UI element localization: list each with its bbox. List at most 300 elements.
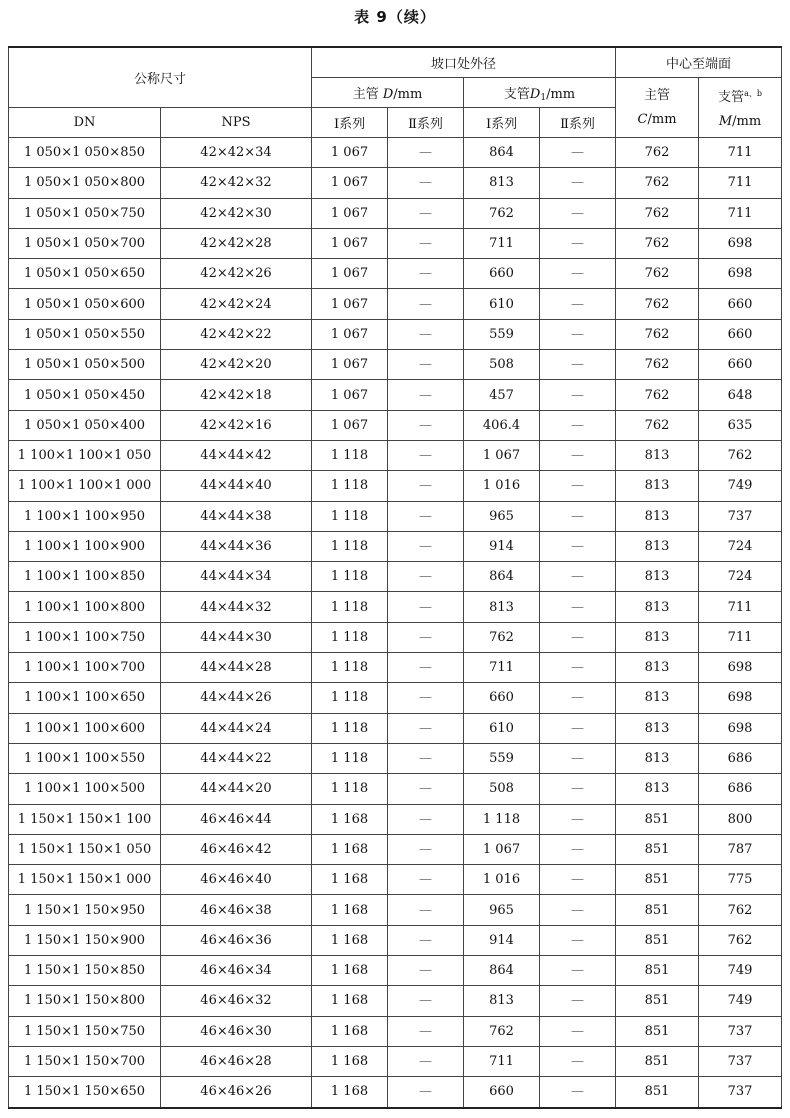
nps-cell: 42×42×24 [161, 289, 312, 319]
branch-od-series2-cell: — [540, 1016, 616, 1046]
run-od-series1-cell: 1 067 [312, 138, 388, 168]
nps-cell: 44×44×28 [161, 653, 312, 683]
center-to-end-c-cell: 813 [616, 743, 699, 773]
dn-cell: 1 050×1 050×650 [9, 259, 161, 289]
center-to-end-m-cell: 711 [699, 198, 782, 228]
nps-cell: 44×44×24 [161, 713, 312, 743]
branch-od-series1-cell: 762 [464, 622, 540, 652]
dn-cell: 1 050×1 050×850 [9, 138, 161, 168]
center-to-end-c-cell: 762 [616, 228, 699, 258]
branch-od-series2-cell: — [540, 774, 616, 804]
run-od-series1-cell: 1 168 [312, 895, 388, 925]
nps-cell: 42×42×28 [161, 228, 312, 258]
run-od-series2-cell: — [388, 501, 464, 531]
nps-cell: 44×44×34 [161, 562, 312, 592]
table-row [9, 986, 782, 1016]
dn-cell: 1 150×1 150×1 100 [9, 804, 161, 834]
nps-cell: 46×46×40 [161, 865, 312, 895]
center-to-end-m-cell: 762 [699, 925, 782, 955]
table-row [9, 653, 782, 683]
branch-od-series1-cell: 406.4 [464, 410, 540, 440]
nps-cell: 46×46×36 [161, 925, 312, 955]
center-to-end-c-cell: 813 [616, 562, 699, 592]
nps-cell: 46×46×44 [161, 804, 312, 834]
center-to-end-m-cell: 737 [699, 1016, 782, 1046]
nps-cell: 44×44×26 [161, 683, 312, 713]
header-branch-series1: Ⅰ系列 [464, 108, 540, 138]
center-to-end-m-cell: 711 [699, 592, 782, 622]
center-to-end-c-cell: 762 [616, 410, 699, 440]
center-to-end-c-cell: 813 [616, 471, 699, 501]
branch-od-series1-cell: 762 [464, 198, 540, 228]
center-to-end-m-cell: 698 [699, 653, 782, 683]
run-od-series2-cell: — [388, 319, 464, 349]
center-to-end-m-cell: 660 [699, 289, 782, 319]
branch-od-series2-cell: — [540, 198, 616, 228]
center-to-end-m-cell: 698 [699, 713, 782, 743]
branch-od-series1-cell: 660 [464, 683, 540, 713]
table-row [9, 289, 782, 319]
run-od-series2-cell: — [388, 471, 464, 501]
branch-od-series1-cell: 711 [464, 1046, 540, 1076]
branch-od-series1-cell: 864 [464, 956, 540, 986]
branch-od-series1-cell: 610 [464, 289, 540, 319]
branch-od-series1-cell: 559 [464, 743, 540, 773]
center-to-end-c-cell: 851 [616, 986, 699, 1016]
table-row [9, 471, 782, 501]
nps-cell: 42×42×32 [161, 168, 312, 198]
branch-od-series1-cell: 508 [464, 350, 540, 380]
branch-od-series1-cell: 914 [464, 925, 540, 955]
table-caption: 表 9（续） [354, 8, 436, 26]
nps-cell: 46×46×34 [161, 956, 312, 986]
table-row [9, 895, 782, 925]
dn-cell: 1 050×1 050×400 [9, 410, 161, 440]
run-od-series1-cell: 1 168 [312, 865, 388, 895]
table-row [9, 1077, 782, 1108]
run-od-series2-cell: — [388, 289, 464, 319]
run-od-series1-cell: 1 168 [312, 986, 388, 1016]
dn-cell: 1 050×1 050×800 [9, 168, 161, 198]
header-nominal-size: 公称尺寸 [9, 47, 312, 108]
table-row [9, 683, 782, 713]
table-row [9, 774, 782, 804]
center-to-end-m-cell: 775 [699, 865, 782, 895]
nps-cell: 44×44×38 [161, 501, 312, 531]
center-to-end-m-cell: 737 [699, 501, 782, 531]
branch-od-series1-cell: 965 [464, 501, 540, 531]
dn-cell: 1 150×1 150×800 [9, 986, 161, 1016]
nps-cell: 42×42×26 [161, 259, 312, 289]
center-to-end-m-cell: 762 [699, 895, 782, 925]
dimension-table [8, 46, 782, 1109]
branch-od-series2-cell: — [540, 895, 616, 925]
dn-cell: 1 100×1 100×550 [9, 743, 161, 773]
dn-cell: 1 100×1 100×850 [9, 562, 161, 592]
run-od-series2-cell: — [388, 410, 464, 440]
run-od-series2-cell: — [388, 895, 464, 925]
header-dn: DN [9, 108, 161, 138]
table-row [9, 440, 782, 470]
center-to-end-c-cell: 851 [616, 865, 699, 895]
branch-od-series2-cell: — [540, 683, 616, 713]
center-to-end-c-cell: 813 [616, 774, 699, 804]
center-to-end-c-cell: 813 [616, 622, 699, 652]
center-to-end-m-cell: 749 [699, 956, 782, 986]
branch-od-series2-cell: — [540, 350, 616, 380]
branch-od-series2-cell: — [540, 531, 616, 561]
branch-od-series2-cell: — [540, 319, 616, 349]
nps-cell: 44×44×32 [161, 592, 312, 622]
run-od-series2-cell: — [388, 380, 464, 410]
center-to-end-c-cell: 762 [616, 198, 699, 228]
branch-od-series2-cell: — [540, 380, 616, 410]
run-od-series2-cell: — [388, 774, 464, 804]
center-to-end-m-cell: 686 [699, 774, 782, 804]
run-od-series1-cell: 1 168 [312, 1077, 388, 1108]
nps-cell: 46×46×42 [161, 834, 312, 864]
center-to-end-m-cell: 698 [699, 228, 782, 258]
center-to-end-c-cell: 813 [616, 440, 699, 470]
center-to-end-c-cell: 762 [616, 259, 699, 289]
branch-od-series2-cell: — [540, 471, 616, 501]
header-run-series2: Ⅱ系列 [388, 108, 464, 138]
branch-od-series2-cell: — [540, 986, 616, 1016]
run-od-series2-cell: — [388, 350, 464, 380]
run-od-series1-cell: 1 168 [312, 1016, 388, 1046]
table-row [9, 865, 782, 895]
center-to-end-m-cell: 787 [699, 834, 782, 864]
nps-cell: 44×44×42 [161, 440, 312, 470]
dn-cell: 1 100×1 100×650 [9, 683, 161, 713]
run-od-series1-cell: 1 067 [312, 410, 388, 440]
branch-od-series2-cell: — [540, 228, 616, 258]
nps-cell: 44×44×40 [161, 471, 312, 501]
nps-cell: 42×42×18 [161, 380, 312, 410]
center-to-end-c-cell: 851 [616, 1046, 699, 1076]
branch-od-series2-cell: — [540, 653, 616, 683]
branch-od-series1-cell: 660 [464, 259, 540, 289]
center-to-end-c-cell: 851 [616, 1016, 699, 1046]
run-od-series1-cell: 1 118 [312, 622, 388, 652]
run-od-series2-cell: — [388, 168, 464, 198]
center-to-end-c-cell: 762 [616, 319, 699, 349]
table-row [9, 380, 782, 410]
center-to-end-m-cell: 711 [699, 622, 782, 652]
branch-od-series1-cell: 711 [464, 653, 540, 683]
center-to-end-c-cell: 851 [616, 925, 699, 955]
nps-cell: 46×46×30 [161, 1016, 312, 1046]
header-branch-series2: Ⅱ系列 [540, 108, 616, 138]
header-nps: NPS [161, 108, 312, 138]
center-to-end-m-cell: 762 [699, 440, 782, 470]
run-od-series1-cell: 1 067 [312, 380, 388, 410]
branch-od-series1-cell: 1 118 [464, 804, 540, 834]
dn-cell: 1 100×1 100×900 [9, 531, 161, 561]
branch-od-series2-cell: — [540, 501, 616, 531]
branch-od-series2-cell: — [540, 259, 616, 289]
center-to-end-m-cell: 660 [699, 350, 782, 380]
nps-cell: 42×42×16 [161, 410, 312, 440]
table-row [9, 713, 782, 743]
run-od-series1-cell: 1 118 [312, 774, 388, 804]
run-od-series1-cell: 1 067 [312, 350, 388, 380]
run-od-series2-cell: — [388, 865, 464, 895]
run-od-series1-cell: 1 118 [312, 562, 388, 592]
branch-od-series2-cell: — [540, 743, 616, 773]
center-to-end-m-cell: 711 [699, 138, 782, 168]
header-c: 主管 C/mm [616, 78, 699, 138]
center-to-end-c-cell: 762 [616, 350, 699, 380]
table-row [9, 319, 782, 349]
branch-od-series2-cell: — [540, 138, 616, 168]
run-od-series1-cell: 1 118 [312, 743, 388, 773]
dn-cell: 1 150×1 150×700 [9, 1046, 161, 1076]
dn-cell: 1 050×1 050×550 [9, 319, 161, 349]
center-to-end-c-cell: 762 [616, 380, 699, 410]
branch-od-series1-cell: 1 016 [464, 865, 540, 895]
nps-cell: 46×46×26 [161, 1077, 312, 1108]
dn-cell: 1 150×1 150×650 [9, 1077, 161, 1108]
center-to-end-c-cell: 762 [616, 138, 699, 168]
table-header [9, 47, 782, 138]
run-od-series2-cell: — [388, 743, 464, 773]
center-to-end-m-cell: 749 [699, 986, 782, 1016]
nps-cell: 44×44×22 [161, 743, 312, 773]
branch-od-series1-cell: 660 [464, 1077, 540, 1108]
run-od-series2-cell: — [388, 198, 464, 228]
header-run-pipe-od: 主管 D/mm [312, 78, 464, 108]
run-od-series1-cell: 1 067 [312, 319, 388, 349]
run-od-series2-cell: — [388, 259, 464, 289]
dn-cell: 1 050×1 050×500 [9, 350, 161, 380]
table-row [9, 531, 782, 561]
run-od-series2-cell: — [388, 138, 464, 168]
table-row [9, 592, 782, 622]
run-od-series2-cell: — [388, 713, 464, 743]
center-to-end-c-cell: 762 [616, 289, 699, 319]
run-od-series2-cell: — [388, 531, 464, 561]
dn-cell: 1 100×1 100×800 [9, 592, 161, 622]
header-branch-od: 支管$D_1/mm$ [464, 78, 616, 108]
run-od-series1-cell: 1 118 [312, 531, 388, 561]
branch-od-series2-cell: — [540, 168, 616, 198]
nps-cell: 42×42×30 [161, 198, 312, 228]
branch-od-series1-cell: 813 [464, 986, 540, 1016]
branch-od-series2-cell: — [540, 834, 616, 864]
run-od-series1-cell: 1 118 [312, 471, 388, 501]
branch-od-series1-cell: 559 [464, 319, 540, 349]
branch-od-series1-cell: 1 067 [464, 440, 540, 470]
center-to-end-m-cell: 724 [699, 562, 782, 592]
table-row [9, 138, 782, 168]
dn-cell: 1 150×1 150×1 000 [9, 865, 161, 895]
run-od-series1-cell: 1 118 [312, 713, 388, 743]
center-to-end-c-cell: 851 [616, 956, 699, 986]
center-to-end-c-cell: 813 [616, 501, 699, 531]
branch-od-series1-cell: 864 [464, 562, 540, 592]
center-to-end-m-cell: 711 [699, 168, 782, 198]
run-od-series2-cell: — [388, 1046, 464, 1076]
dn-cell: 1 100×1 100×750 [9, 622, 161, 652]
nps-cell: 46×46×38 [161, 895, 312, 925]
branch-od-series2-cell: — [540, 804, 616, 834]
branch-od-series1-cell: 711 [464, 228, 540, 258]
table-row [9, 956, 782, 986]
table-row [9, 804, 782, 834]
table-row [9, 198, 782, 228]
run-od-series1-cell: 1 118 [312, 592, 388, 622]
run-od-series2-cell: — [388, 834, 464, 864]
table-row [9, 622, 782, 652]
center-to-end-m-cell: 737 [699, 1046, 782, 1076]
center-to-end-c-cell: 762 [616, 168, 699, 198]
table-row [9, 834, 782, 864]
header-run-series1: Ⅰ系列 [312, 108, 388, 138]
nps-cell: 42×42×20 [161, 350, 312, 380]
center-to-end-c-cell: 813 [616, 653, 699, 683]
branch-od-series1-cell: 965 [464, 895, 540, 925]
branch-od-series2-cell: — [540, 289, 616, 319]
branch-od-series2-cell: — [540, 440, 616, 470]
table-row [9, 501, 782, 531]
dn-cell: 1 100×1 100×700 [9, 653, 161, 683]
center-to-end-c-cell: 851 [616, 1077, 699, 1108]
table-row [9, 168, 782, 198]
run-od-series2-cell: — [388, 956, 464, 986]
nps-cell: 46×46×28 [161, 1046, 312, 1076]
run-od-series1-cell: 1 067 [312, 259, 388, 289]
branch-od-series2-cell: — [540, 713, 616, 743]
header-center-to-end: 中心至端面 [616, 47, 782, 78]
branch-od-series2-cell: — [540, 1077, 616, 1108]
center-to-end-m-cell: 800 [699, 804, 782, 834]
table-row [9, 410, 782, 440]
nps-cell: 44×44×30 [161, 622, 312, 652]
nps-cell: 44×44×36 [161, 531, 312, 561]
table-body [9, 138, 782, 1108]
center-to-end-m-cell: 698 [699, 259, 782, 289]
branch-od-series1-cell: 1 067 [464, 834, 540, 864]
run-od-series2-cell: — [388, 925, 464, 955]
table-row [9, 743, 782, 773]
run-od-series1-cell: 1 067 [312, 228, 388, 258]
table-row [9, 1016, 782, 1046]
run-od-series2-cell: — [388, 986, 464, 1016]
run-od-series1-cell: 1 168 [312, 834, 388, 864]
run-od-series1-cell: 1 067 [312, 198, 388, 228]
run-od-series2-cell: — [388, 562, 464, 592]
branch-od-series1-cell: 813 [464, 168, 540, 198]
dn-cell: 1 100×1 100×950 [9, 501, 161, 531]
center-to-end-m-cell: 648 [699, 380, 782, 410]
run-od-series2-cell: — [388, 622, 464, 652]
nps-cell: 46×46×32 [161, 986, 312, 1016]
branch-od-series2-cell: — [540, 865, 616, 895]
dn-cell: 1 150×1 150×900 [9, 925, 161, 955]
dn-cell: 1 100×1 100×1 050 [9, 440, 161, 470]
center-to-end-m-cell: 635 [699, 410, 782, 440]
run-od-series1-cell: 1 067 [312, 168, 388, 198]
run-od-series1-cell: 1 168 [312, 1046, 388, 1076]
dn-cell: 1 150×1 150×850 [9, 956, 161, 986]
center-to-end-m-cell: 698 [699, 683, 782, 713]
center-to-end-c-cell: 813 [616, 683, 699, 713]
branch-od-series2-cell: — [540, 622, 616, 652]
dn-cell: 1 050×1 050×600 [9, 289, 161, 319]
dn-cell: 1 150×1 150×1 050 [9, 834, 161, 864]
run-od-series1-cell: 1 118 [312, 440, 388, 470]
center-to-end-c-cell: 813 [616, 713, 699, 743]
center-to-end-m-cell: 724 [699, 531, 782, 561]
run-od-series1-cell: 1 118 [312, 653, 388, 683]
run-od-series2-cell: — [388, 440, 464, 470]
branch-od-series2-cell: — [540, 562, 616, 592]
header-bevel-od: 坡口处外径 [312, 47, 616, 78]
run-od-series1-cell: 1 168 [312, 925, 388, 955]
center-to-end-c-cell: 851 [616, 834, 699, 864]
header-m: 支管$^{a、b}$ M/mm [699, 78, 782, 138]
run-od-series1-cell: 1 118 [312, 501, 388, 531]
nps-cell: 44×44×20 [161, 774, 312, 804]
branch-od-series1-cell: 1 016 [464, 471, 540, 501]
run-od-series2-cell: — [388, 1077, 464, 1108]
center-to-end-c-cell: 851 [616, 895, 699, 925]
run-od-series2-cell: — [388, 1016, 464, 1046]
run-od-series1-cell: 1 168 [312, 956, 388, 986]
table-row [9, 228, 782, 258]
center-to-end-m-cell: 686 [699, 743, 782, 773]
branch-od-series1-cell: 610 [464, 713, 540, 743]
branch-od-series2-cell: — [540, 1046, 616, 1076]
table-row [9, 925, 782, 955]
nps-cell: 42×42×22 [161, 319, 312, 349]
dn-cell: 1 150×1 150×750 [9, 1016, 161, 1046]
branch-od-series1-cell: 508 [464, 774, 540, 804]
run-od-series2-cell: — [388, 804, 464, 834]
run-od-series1-cell: 1 168 [312, 804, 388, 834]
run-od-series1-cell: 1 067 [312, 289, 388, 319]
branch-od-series1-cell: 864 [464, 138, 540, 168]
branch-od-series2-cell: — [540, 592, 616, 622]
branch-od-series1-cell: 457 [464, 380, 540, 410]
dn-cell: 1 050×1 050×450 [9, 380, 161, 410]
table-row [9, 350, 782, 380]
branch-od-series1-cell: 914 [464, 531, 540, 561]
branch-od-series1-cell: 762 [464, 1016, 540, 1046]
branch-od-series2-cell: — [540, 410, 616, 440]
run-od-series1-cell: 1 118 [312, 683, 388, 713]
center-to-end-m-cell: 737 [699, 1077, 782, 1108]
run-od-series2-cell: — [388, 592, 464, 622]
nps-cell: 42×42×34 [161, 138, 312, 168]
dn-cell: 1 100×1 100×500 [9, 774, 161, 804]
table-row [9, 1046, 782, 1076]
dn-cell: 1 150×1 150×950 [9, 895, 161, 925]
dn-cell: 1 100×1 100×1 000 [9, 471, 161, 501]
center-to-end-c-cell: 813 [616, 531, 699, 561]
run-od-series2-cell: — [388, 228, 464, 258]
dn-cell: 1 050×1 050×700 [9, 228, 161, 258]
center-to-end-c-cell: 813 [616, 592, 699, 622]
table-row [9, 259, 782, 289]
dn-cell: 1 050×1 050×750 [9, 198, 161, 228]
table-row [9, 562, 782, 592]
branch-od-series2-cell: — [540, 925, 616, 955]
center-to-end-c-cell: 851 [616, 804, 699, 834]
run-od-series2-cell: — [388, 653, 464, 683]
dn-cell: 1 100×1 100×600 [9, 713, 161, 743]
